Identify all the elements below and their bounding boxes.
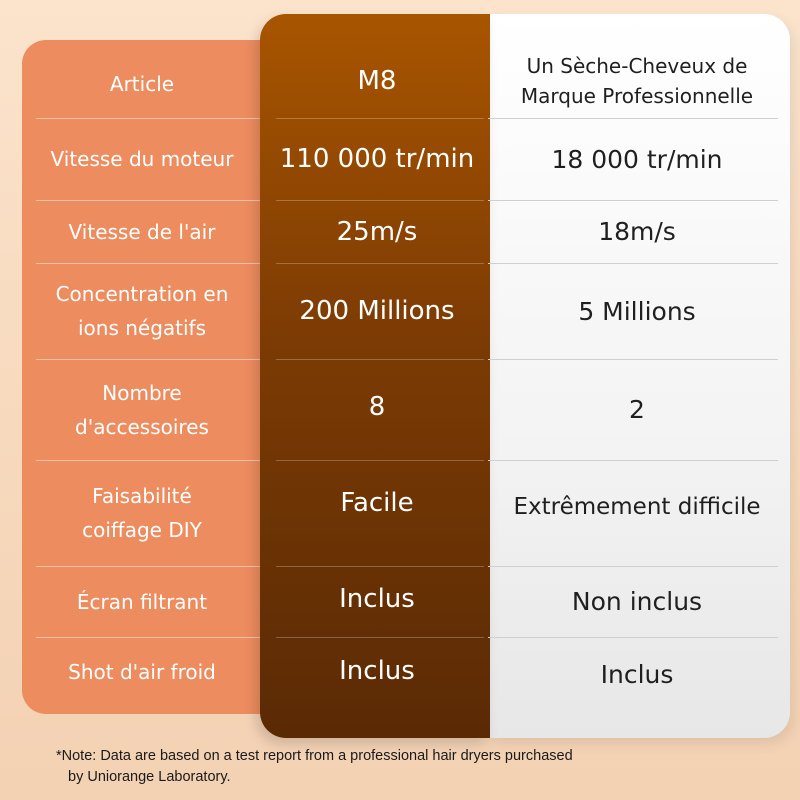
m8-value: Inclus bbox=[339, 656, 415, 686]
m8-value: Facile bbox=[340, 488, 414, 518]
competitor-value: Un Sèche-Cheveux de Marque Professionnelle bbox=[520, 54, 754, 108]
m8-value: 25m/s bbox=[336, 216, 418, 247]
m8-value: 200 Millions bbox=[299, 296, 455, 326]
feature-label: Vitesse de l'air bbox=[68, 219, 216, 244]
competitor-value: Inclus bbox=[600, 659, 674, 689]
m8-value: Inclus bbox=[339, 584, 415, 614]
footnote bbox=[56, 746, 786, 788]
footnote-line: by Uniorange Laboratory. bbox=[68, 769, 231, 785]
competitor-value: 18m/s bbox=[598, 217, 676, 246]
feature-label: Nombre d'accessoires bbox=[75, 380, 209, 439]
feature-label: Vitesse du moteur bbox=[50, 147, 234, 171]
competitor-value: 2 bbox=[629, 395, 645, 424]
competitor-value: 5 Millions bbox=[578, 296, 696, 326]
m8-value: M8 bbox=[357, 66, 397, 96]
m8-value: 110 000 tr/min bbox=[279, 144, 475, 174]
feature-label: Concentration en ions négatifs bbox=[55, 282, 229, 340]
feature-label: Écran filtrant bbox=[76, 589, 208, 614]
m8-value: 8 bbox=[368, 392, 386, 422]
competitor-value: 18 000 tr/min bbox=[551, 144, 723, 174]
feature-label: Shot d'air froid bbox=[68, 660, 216, 684]
feature-label: Faisabilité coiffage DIY bbox=[82, 484, 202, 542]
footnote-line: *Note: Data are based on a test report from a professional hair dryers purchased bbox=[56, 748, 573, 764]
competitor-value: Extrêmement difficile bbox=[513, 494, 761, 520]
feature-label: Article bbox=[109, 72, 175, 96]
competitor-value: Non inclus bbox=[571, 587, 703, 616]
